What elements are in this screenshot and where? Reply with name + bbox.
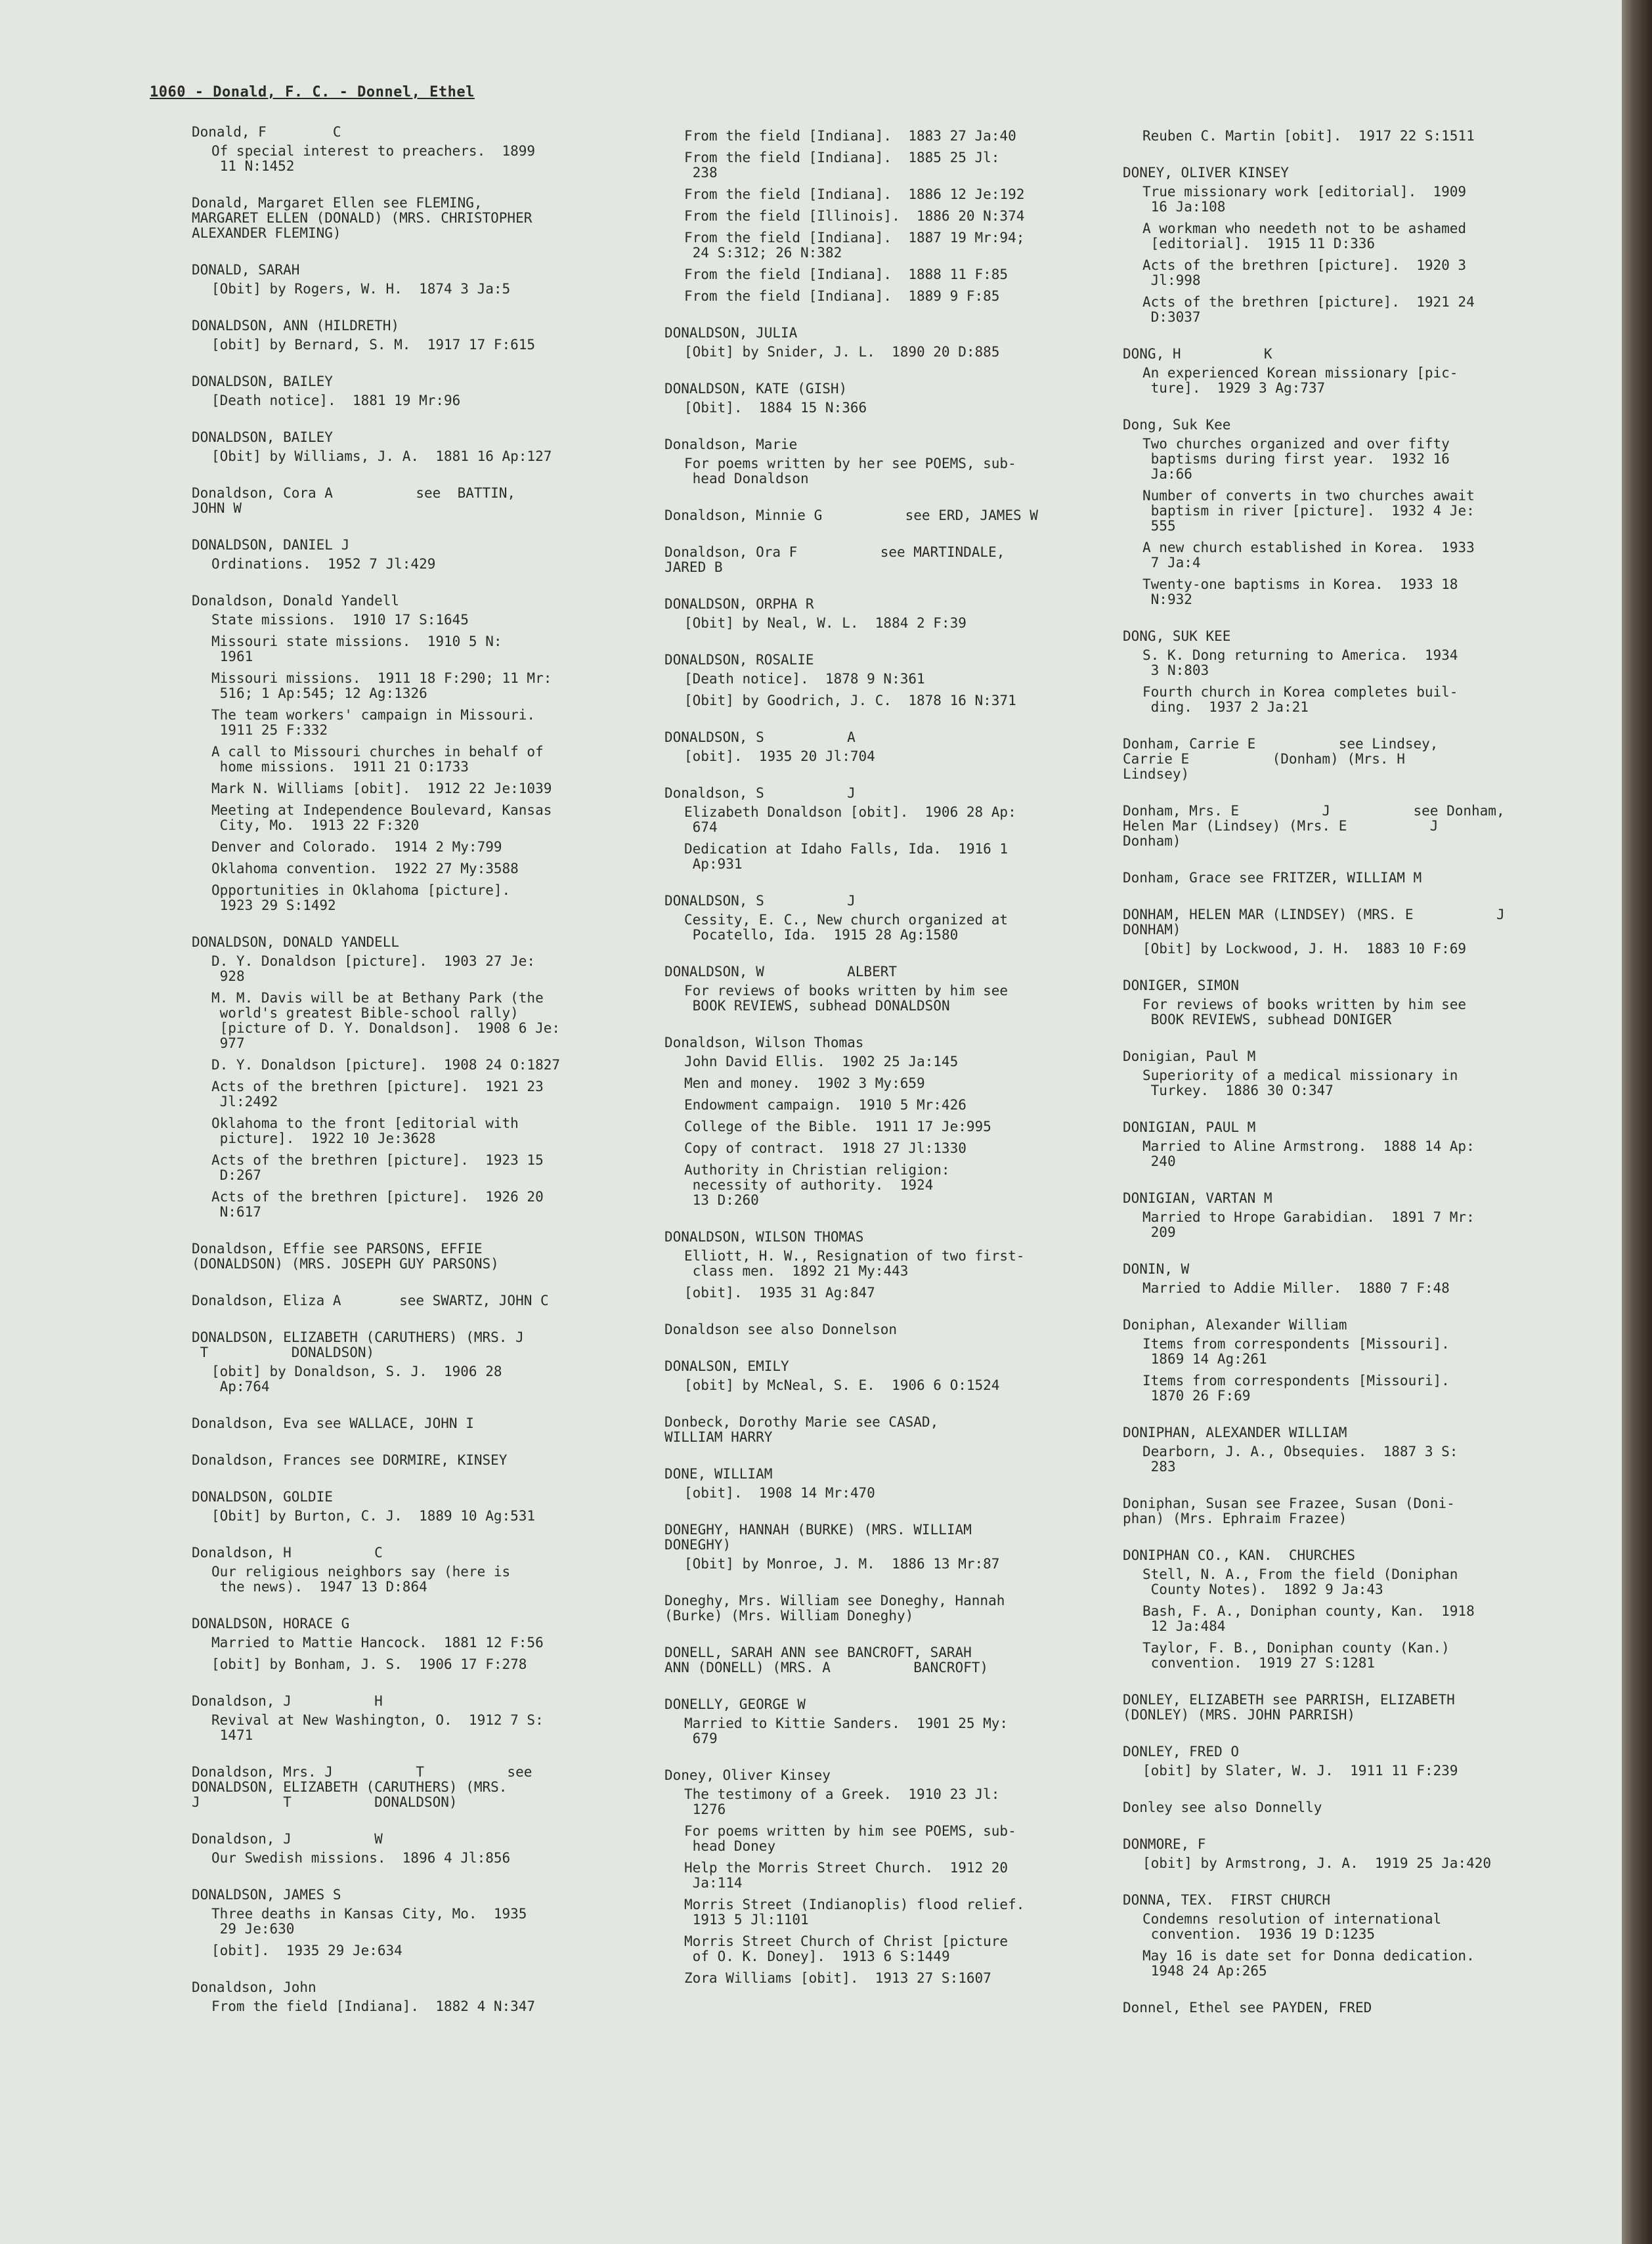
entry-heading: Donaldson, Ora F see MARTINDALE, JARED B: [664, 544, 1005, 575]
index-entry: [192, 1490, 651, 1524]
entry-citation: [obit] by Donaldson, S. J. 1906 28 Ap:764: [211, 1364, 502, 1394]
entry-citation: Three deaths in Kansas City, Mo. 1935 29 Je:630: [211, 1906, 527, 1937]
entry-heading: Donaldson, Effie see PARSONS, EFFIE (DONALDSON) (MRS. JOSEPH GUY PARSONS): [192, 1241, 499, 1272]
index-entry: [1123, 165, 1582, 325]
entry-citation: Dearborn, J. A., Obsequies. 1887 3 S: 283: [1142, 1444, 1458, 1475]
index-entry: [192, 1453, 651, 1468]
entry-citation: From the field [Indiana]. 1887 19 Mr:94; 24 S:312; 26 N:382: [684, 230, 1025, 261]
index-entry: [1123, 1425, 1582, 1475]
entry-citation: Meeting at Independence Boulevard, Kansas City, Mo. 1913 22 F:320: [211, 802, 552, 833]
entry-citation: John David Ellis. 1902 25 Ja:145: [684, 1054, 959, 1069]
index-entry: [192, 935, 651, 1220]
entry-citation: State missions. 1910 17 S:1645: [211, 612, 469, 628]
index-entry: [664, 1322, 1124, 1337]
entry-citation: Our Swedish missions. 1896 4 Jl:856: [211, 1850, 511, 1866]
entry-citation: [obit] by Slater, W. J. 1911 11 F:239: [1142, 1763, 1458, 1779]
entry-heading: DONE, WILLIAM: [664, 1466, 773, 1482]
entry-heading: DONLEY, ELIZABETH see PARRISH, ELIZABETH (DONLEY) (MRS. JOHN PARRISH): [1123, 1692, 1455, 1723]
index-entry: [192, 1293, 651, 1308]
entry-heading: DONALSON, EMILY: [664, 1358, 789, 1374]
entry-heading: Donaldson, H C: [192, 1545, 383, 1561]
entry-heading: Doneghy, Mrs. William see Doneghy, Hannah (Burke) (Mrs. William Doneghy): [664, 1593, 1005, 1624]
entry-citation: [obit]. 1935 31 Ag:847: [684, 1285, 875, 1301]
entry-citation: From the field [Indiana]. 1888 11 F:85: [684, 267, 1009, 282]
entry-heading: Donham, Carrie E see Lindsey, Carrie E (Donham) (Mrs. H Lindsey): [1123, 736, 1439, 782]
entry-citation: Dedication at Idaho Falls, Ida. 1916 1 Ap:931: [684, 841, 1009, 872]
entry-citation: Zora Williams [obit]. 1913 27 S:1607: [684, 1970, 991, 1986]
entry-citation: Men and money. 1902 3 My:659: [684, 1075, 925, 1091]
entry-heading: DONALDSON, ROSALIE: [664, 652, 814, 668]
entry-citation: Elizabeth Donaldson [obit]. 1906 28 Ap: 674: [684, 804, 1016, 835]
entry-citation: For reviews of books written by him see BOOK REVIEWS, subhead DONIGER: [1142, 997, 1467, 1027]
entry-citation: [Obit] by Goodrich, J. C. 1878 16 N:371: [684, 693, 1016, 708]
entry-citation: Missouri missions. 1911 18 F:290; 11 Mr: 516; 1 Ap:545; 12 Ag:1326: [211, 670, 552, 701]
entry-heading: DONALDSON, S J: [664, 893, 856, 909]
index-entry: [192, 593, 651, 913]
entry-heading: DONLEY, FRED O: [1123, 1744, 1240, 1759]
index-entry: [664, 381, 1124, 416]
entry-heading: Doniphan, Susan see Frazee, Susan (Doni- phan) (Mrs. Ephraim Frazee): [1123, 1496, 1455, 1526]
entry-citation: From the field [Illinois]. 1886 20 N:374: [684, 208, 1025, 224]
index-entry: [192, 1765, 651, 1810]
entry-citation: S. K. Dong returning to America. 1934 3 N:803: [1142, 647, 1458, 678]
index-entry: [664, 894, 1124, 943]
entry-citation: Help the Morris Street Church. 1912 20 Ja:114: [684, 1860, 1009, 1891]
entry-heading: Donaldson, Marie: [664, 437, 798, 452]
index-entry: [664, 1359, 1124, 1393]
entry-heading: Donaldson, Donald Yandell: [192, 593, 400, 609]
entry-citation: Married to Addie Miller. 1880 7 F:48: [1142, 1280, 1450, 1296]
index-entry: [664, 1230, 1124, 1301]
index-entry: [1123, 629, 1582, 715]
entry-heading: DONIGIAN, PAUL M: [1123, 1119, 1256, 1135]
entry-heading: DONALDSON, DONALD YANDELL: [192, 934, 400, 950]
entry-heading: Donaldson, J W: [192, 1831, 383, 1847]
index-entry: [664, 597, 1124, 631]
index-entry: [192, 1545, 651, 1595]
index-entry: [664, 1645, 1124, 1675]
index-entry: [192, 374, 651, 408]
index-entry: [192, 1330, 651, 1394]
entry-citation: Reuben C. Martin [obit]. 1917 22 S:1511: [1142, 128, 1475, 144]
entry-heading: Donald, F C: [192, 124, 341, 140]
entry-citation: Fourth church in Korea completes buil- ding. 1937 2 Ja:21: [1142, 684, 1458, 715]
entry-citation: [Obit] by Williams, J. A. 1881 16 Ap:127: [211, 448, 552, 464]
entry-citation: Acts of the brethren [picture]. 1920 3 Jl:998: [1142, 257, 1467, 288]
entry-citation: [obit]. 1935 29 Je:634: [211, 1943, 402, 1958]
index-entry: [1123, 1744, 1582, 1779]
entry-heading: DONELLY, GEORGE W: [664, 1696, 806, 1712]
index-entry: [1123, 1693, 1582, 1723]
entry-citation: Opportunities in Oklahoma [picture]. 1923 29 S:1492: [211, 882, 511, 913]
entry-citation: [Death notice]. 1881 19 Mr:96: [211, 393, 461, 408]
entry-citation: A workman who needeth not to be ashamed [editorial]. 1915 11 D:336: [1142, 221, 1467, 251]
entry-citation: Oklahoma to the front [editorial with picture]. 1922 10 Je:3628: [211, 1115, 519, 1146]
entry-heading: DONEY, OLIVER KINSEY: [1123, 165, 1289, 181]
entry-heading: DONALDSON, JULIA: [664, 325, 798, 341]
entry-heading: DONALDSON, GOLDIE: [192, 1489, 333, 1505]
entry-citation: [Obit]. 1884 15 N:366: [684, 400, 867, 416]
index-entry: [1123, 1837, 1582, 1871]
index-entry: [1123, 1893, 1582, 1979]
entry-heading: DONALDSON, W ALBERT: [664, 964, 898, 980]
index-entry: [192, 1616, 651, 1672]
index-entry: [1123, 347, 1582, 396]
entry-heading: DONALDSON, KATE (GISH): [664, 381, 848, 397]
index-entry: [192, 1241, 651, 1272]
entry-citation: Acts of the brethren [picture]. 1926 20 N:617: [211, 1189, 544, 1220]
index-entry: [1123, 1800, 1582, 1815]
entry-heading: Donaldson, Cora A see BATTIN, JOHN W: [192, 485, 516, 516]
entry-heading: Donaldson, Mrs. J T see DONALDSON, ELIZABETH (CARUTHERS) (MRS. J T DONALDSON): [192, 1764, 533, 1810]
entry-citation: [obit]. 1935 20 Jl:704: [684, 748, 875, 764]
entry-citation: Twenty-one baptisms in Korea. 1933 18 N:932: [1142, 576, 1458, 607]
index-entry: [1123, 1191, 1582, 1240]
entry-heading: DONNA, TEX. FIRST CHURCH: [1123, 1892, 1331, 1908]
index-entry: [192, 1416, 651, 1431]
entry-heading: Donley see also Donnelly: [1123, 1800, 1322, 1815]
index-entry: [1123, 418, 1582, 607]
entry-heading: Donigian, Paul M: [1123, 1048, 1256, 1064]
entry-citation: A new church established in Korea. 1933 7 Ja:4: [1142, 540, 1475, 571]
index-entry: [1123, 1120, 1582, 1169]
entry-citation: [obit] by Armstrong, J. A. 1919 25 Ja:420: [1142, 1855, 1492, 1871]
entry-heading: Donbeck, Dorothy Marie see CASAD, WILLIAM HARRY: [664, 1414, 939, 1445]
entry-citation: Stell, N. A., From the field (Doniphan County Notes). 1892 9 Ja:43: [1142, 1566, 1458, 1597]
index-entry: [1123, 1049, 1582, 1098]
entry-citation: The testimony of a Greek. 1910 23 Jl: 1276: [684, 1786, 1000, 1817]
index-entry: [664, 1593, 1124, 1624]
entry-citation: True missionary work [editorial]. 1909 16 Ja:108: [1142, 184, 1467, 215]
entry-citation: [Obit] by Monroe, J. M. 1886 13 Mr:87: [684, 1556, 1000, 1572]
index-entry: [1123, 978, 1582, 1027]
entry-heading: Donaldson, Eva see WALLACE, JOHN I: [192, 1415, 474, 1431]
entry-heading: Donaldson, Frances see DORMIRE, KINSEY: [192, 1452, 508, 1468]
entry-citation: An experienced Korean missionary [pic- ture]. 1929 3 Ag:737: [1142, 365, 1458, 396]
entry-citation: [obit] by Bonham, J. S. 1906 17 F:278: [211, 1656, 527, 1672]
index-entry: [664, 1035, 1124, 1208]
index-entry: [1123, 907, 1582, 957]
entry-citation: Authority in Christian religion: necessity of authority. 1924 13 D:260: [684, 1162, 950, 1208]
entry-citation: From the field [Indiana]. 1889 9 F:85: [684, 288, 1000, 304]
entry-citation: For poems written by her see POEMS, sub- head Donaldson: [684, 456, 1016, 486]
entry-heading: DONMORE, F: [1123, 1836, 1206, 1852]
entry-citation: May 16 is date set for Donna dedication. 1948 24 Ap:265: [1142, 1948, 1475, 1979]
index-entry: [1123, 737, 1582, 782]
entry-citation: Married to Hrope Garabidian. 1891 7 Mr: 209: [1142, 1209, 1475, 1240]
index-entry: [192, 1888, 651, 1958]
entry-citation: [Obit] by Rogers, W. H. 1874 3 Ja:5: [211, 281, 511, 297]
index-entry: [664, 964, 1124, 1014]
index-entry: [192, 1832, 651, 1866]
entry-citation: D. Y. Donaldson [picture]. 1908 24 O:1827: [211, 1057, 561, 1073]
entry-heading: Donald, Margaret Ellen see FLEMING, MARGARET ELLEN (DONALD) (MRS. CHRISTOPHER ALEXANDER FLEMING): [192, 195, 533, 241]
index-entry: [664, 326, 1124, 360]
index-entry: [664, 545, 1124, 575]
entry-citation: College of the Bible. 1911 17 Je:995: [684, 1119, 991, 1134]
entry-heading: Donham, Grace see FRITZER, WILLIAM M: [1123, 870, 1422, 886]
entry-heading: DONIPHAN, ALEXANDER WILLIAM: [1123, 1425, 1347, 1440]
entry-citation: [Obit] by Burton, C. J. 1889 10 Ag:531: [211, 1508, 536, 1524]
book-edge: [1622, 0, 1652, 2244]
entry-citation: For poems written by him see POEMS, sub- head Doney: [684, 1823, 1016, 1854]
entry-heading: DONALDSON, HORACE G: [192, 1616, 350, 1631]
index-entry: [664, 437, 1124, 486]
entry-heading: DONALD, SARAH: [192, 262, 300, 278]
entry-citation: [obit]. 1908 14 Mr:470: [684, 1485, 875, 1501]
entry-citation: Copy of contract. 1918 27 Jl:1330: [684, 1140, 967, 1156]
entry-citation: Of special interest to preachers. 1899 11 N:1452: [211, 143, 536, 174]
entry-citation: Condemns resolution of international convention. 1936 19 D:1235: [1142, 1911, 1442, 1942]
entry-citation: Superiority of a medical missionary in Turkey. 1886 30 O:347: [1142, 1068, 1458, 1098]
entry-heading: Donaldson see also Donnelson: [664, 1322, 898, 1337]
entry-citation: [obit] by McNeal, S. E. 1906 6 O:1524: [684, 1377, 1000, 1393]
entry-heading: Doney, Oliver Kinsey: [664, 1767, 831, 1783]
index-entry: [192, 1694, 651, 1743]
index-entry: [192, 486, 651, 516]
entry-citation: Married to Aline Armstrong. 1888 14 Ap: 240: [1142, 1138, 1475, 1169]
entry-heading: DONIPHAN CO., KAN. CHURCHES: [1123, 1547, 1356, 1563]
entry-heading: DONIGIAN, VARTAN M: [1123, 1190, 1272, 1206]
column-1: [192, 125, 651, 2036]
index-entry: [1123, 1262, 1582, 1296]
column-2: [664, 125, 1124, 2008]
index-entry: [664, 508, 1124, 523]
entry-citation: Morris Street Church of Christ [picture of O. K. Doney]. 1913 6 S:1449: [684, 1933, 1009, 1964]
entry-heading: DONALDSON, WILSON THOMAS: [664, 1229, 864, 1245]
entry-citation: Cessity, E. C., New church organized at Pocatello, Ida. 1915 28 Ag:1580: [684, 912, 1009, 943]
entry-heading: DONALDSON, ELIZABETH (CARUTHERS) (MRS. J T DONALDSON): [192, 1329, 524, 1360]
entry-heading: DONG, H K: [1123, 346, 1272, 362]
index-entry: [1123, 1496, 1582, 1526]
entry-heading: Donnel, Ethel see PAYDEN, FRED: [1123, 2000, 1372, 2016]
index-entry: [1123, 2000, 1582, 2016]
index-entry: [1123, 129, 1582, 144]
entry-citation: Two churches organized and over fifty baptisms during first year. 1932 16 Ja:66: [1142, 436, 1450, 482]
entry-heading: Donaldson, Wilson Thomas: [664, 1035, 864, 1050]
index-entry: [192, 196, 651, 241]
index-entry: [192, 538, 651, 572]
index-entry: [664, 1697, 1124, 1746]
index-entry: [664, 786, 1124, 872]
entry-citation: D. Y. Donaldson [picture]. 1903 27 Je: 928: [211, 953, 536, 984]
entry-heading: DONALDSON, BAILEY: [192, 429, 333, 445]
entry-heading: Donham, Mrs. E J see Donham, Helen Mar (Lindsey) (Mrs. E J Donham): [1123, 803, 1505, 849]
index-entry: [192, 263, 651, 297]
entry-citation: [Death notice]. 1878 9 N:361: [684, 671, 925, 687]
index-entry: [664, 129, 1124, 304]
entry-heading: Donaldson, John: [192, 1979, 316, 1995]
entry-heading: DONHAM, HELEN MAR (LINDSEY) (MRS. E J DONHAM): [1123, 907, 1505, 938]
entry-heading: DONIGER, SIMON: [1123, 978, 1240, 993]
entry-citation: The team workers' campaign in Missouri. 1911 25 F:332: [211, 707, 536, 738]
index-entry: [192, 125, 651, 174]
entry-citation: Items from correspondents [Missouri]. 1870 26 F:69: [1142, 1373, 1450, 1404]
entry-citation: Taylor, F. B., Doniphan county (Kan.) convention. 1919 27 S:1281: [1142, 1640, 1450, 1671]
entry-heading: Donaldson, Minnie G see ERD, JAMES W: [664, 507, 1038, 523]
entry-citation: Oklahoma convention. 1922 27 My:3588: [211, 861, 519, 876]
column-3: [1123, 125, 1582, 2037]
entry-citation: Missouri state missions. 1910 5 N: 1961: [211, 634, 502, 664]
entry-citation: M. M. Davis will be at Bethany Park (the world's greatest Bible-school rally) [picture of D. Y. Donaldson]. 1908 6 Je: 977: [211, 990, 561, 1051]
entry-heading: DONIN, W: [1123, 1261, 1190, 1277]
entry-citation: Acts of the brethren [picture]. 1921 24 D:3037: [1142, 294, 1475, 325]
index-entry: [664, 730, 1124, 764]
entry-citation: From the field [Indiana]. 1885 25 Jl: 238: [684, 150, 1000, 181]
entry-heading: Donaldson, S J: [664, 785, 856, 801]
entry-citation: [Obit] by Neal, W. L. 1884 2 F:39: [684, 615, 967, 631]
entry-citation: Ordinations. 1952 7 Jl:429: [211, 556, 436, 572]
index-entry: [192, 318, 651, 353]
entry-heading: DONALDSON, BAILEY: [192, 374, 333, 389]
index-entry: [664, 1522, 1124, 1572]
entry-citation: Bash, F. A., Doniphan county, Kan. 1918 12 Ja:484: [1142, 1603, 1475, 1634]
index-entry: [192, 1980, 651, 2014]
entry-citation: Married to Mattie Hancock. 1881 12 F:56: [211, 1635, 544, 1651]
index-entry: [1123, 1318, 1582, 1404]
entry-citation: [Obit] by Snider, J. L. 1890 20 D:885: [684, 344, 1000, 360]
entry-citation: Our religious neighbors say (here is the news). 1947 13 D:864: [211, 1564, 511, 1595]
entry-citation: For reviews of books written by him see BOOK REVIEWS, subhead DONALDSON: [684, 983, 1009, 1014]
entry-citation: Elliott, H. W., Resignation of two first- class men. 1892 21 My:443: [684, 1248, 1025, 1279]
entry-heading: Doniphan, Alexander William: [1123, 1317, 1347, 1333]
entry-heading: DONALDSON, ORPHA R: [664, 596, 814, 612]
index-entry: [192, 430, 651, 464]
entry-citation: Items from correspondents [Missouri]. 1869 14 Ag:261: [1142, 1336, 1450, 1367]
entry-citation: [obit] by Bernard, S. M. 1917 17 F:615: [211, 337, 536, 353]
entry-heading: Dong, Suk Kee: [1123, 417, 1231, 433]
entry-heading: Donaldson, Eliza A see SWARTZ, JOHN C: [192, 1293, 549, 1308]
index-entry: [1123, 871, 1582, 886]
entry-heading: DONALDSON, ANN (HILDRETH): [192, 318, 400, 334]
entry-citation: Acts of the brethren [picture]. 1923 15 D:267: [211, 1152, 544, 1183]
entry-heading: DONALDSON, S A: [664, 729, 856, 745]
entry-citation: [Obit] by Lockwood, J. H. 1883 10 F:69: [1142, 941, 1467, 957]
entry-citation: Denver and Colorado. 1914 2 My:799: [211, 839, 502, 855]
entry-citation: Acts of the brethren [picture]. 1921 23 Jl:2492: [211, 1079, 544, 1110]
index-entry: [664, 1415, 1124, 1445]
index-entry: [1123, 804, 1582, 849]
entry-citation: From the field [Indiana]. 1882 4 N:347: [211, 1998, 536, 2014]
entry-citation: Married to Kittie Sanders. 1901 25 My: 679: [684, 1715, 1009, 1746]
entry-citation: Morris Street (Indianoplis) flood relief. 1913 5 Jl:1101: [684, 1897, 1025, 1928]
entry-citation: Revival at New Washington, O. 1912 7 S: 1471: [211, 1712, 544, 1743]
entry-citation: A call to Missouri churches in behalf of home missions. 1911 21 O:1733: [211, 744, 544, 775]
entry-citation: From the field [Indiana]. 1886 12 Je:192: [684, 186, 1025, 202]
index-entry: [664, 1768, 1124, 1986]
index-entry: [664, 1467, 1124, 1501]
entry-citation: Number of converts in two churches await baptism in river [picture]. 1932 4 Je: 555: [1142, 488, 1475, 534]
entry-heading: DONEGHY, HANNAH (BURKE) (MRS. WILLIAM DONEGHY): [664, 1522, 972, 1553]
entry-heading: DONALDSON, DANIEL J: [192, 537, 350, 553]
index-entry: [1123, 1548, 1582, 1671]
entry-heading: DONELL, SARAH ANN see BANCROFT, SARAH ANN (DONELL) (MRS. A BANCROFT): [664, 1645, 989, 1675]
entry-heading: DONG, SUK KEE: [1123, 628, 1231, 644]
entry-citation: From the field [Indiana]. 1883 27 Ja:40: [684, 128, 1016, 144]
entry-heading: DONALDSON, JAMES S: [192, 1887, 341, 1903]
index-entry: [664, 653, 1124, 708]
entry-citation: Endowment campaign. 1910 5 Mr:426: [684, 1097, 967, 1113]
running-header: 1060 - Donald, F. C. - Donnel, Ethel: [150, 84, 475, 100]
entry-citation: Mark N. Williams [obit]. 1912 22 Je:1039: [211, 781, 552, 796]
entry-heading: Donaldson, J H: [192, 1693, 383, 1709]
